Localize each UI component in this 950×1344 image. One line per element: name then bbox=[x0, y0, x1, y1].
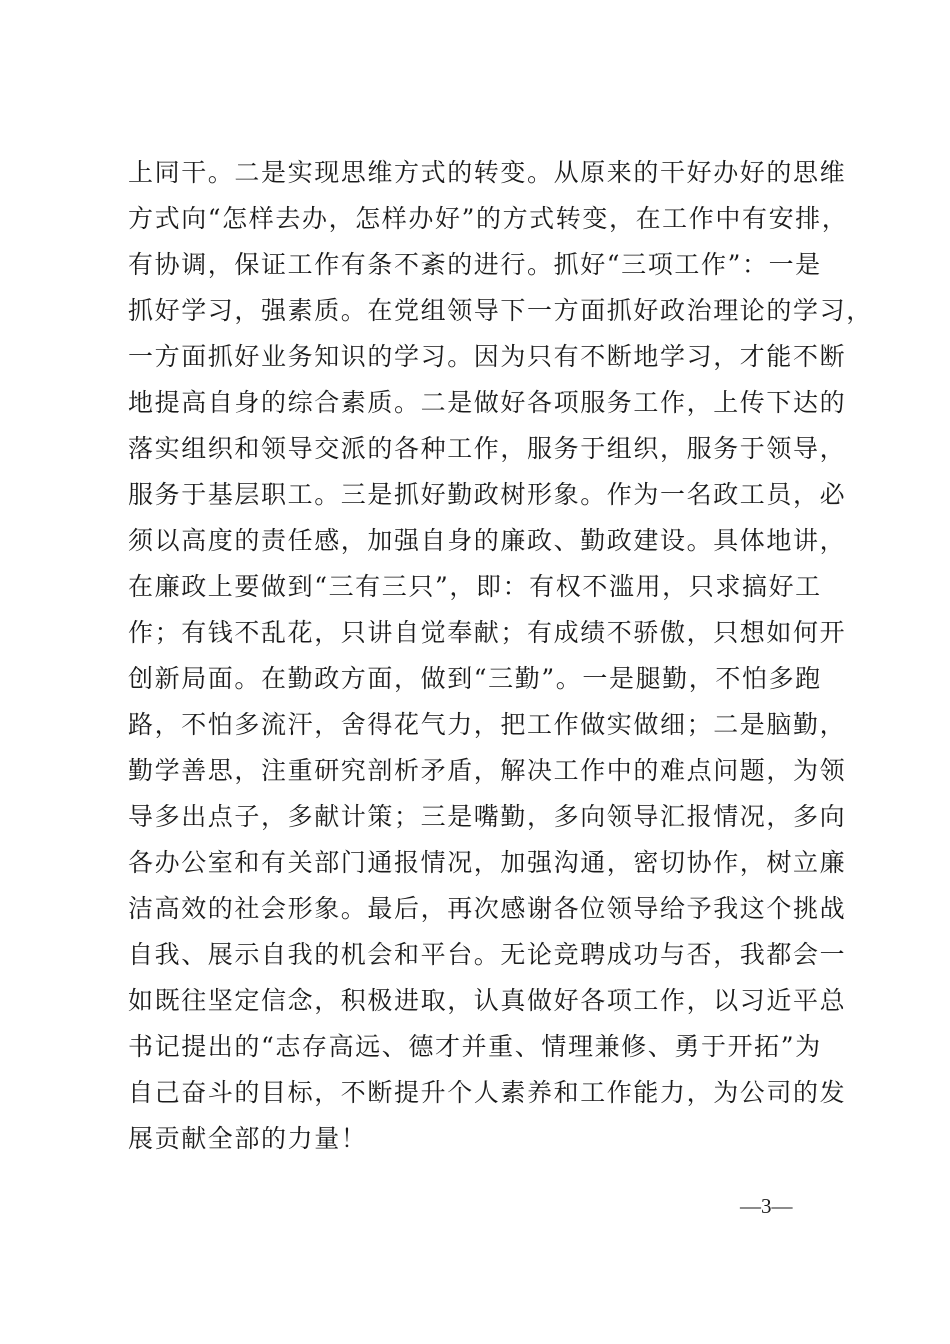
text-line-19: 如既往坚定信念，积极进取，认真做好各项工作，以习近平总 bbox=[128, 986, 847, 1015]
text-line-14: 勤学善思，注重研究剖析矛盾，解决工作中的难点问题，为领 bbox=[128, 756, 847, 785]
text-line-17: 洁高效的社会形象。最后，再次感谢各位领导给予我这个挑战 bbox=[128, 894, 847, 923]
text-line-13: 路，不怕多流汗，舍得花气力，把工作做实做细；二是脑勤， bbox=[128, 710, 847, 739]
text-line-15: 导多出点子，多献计策；三是嘴勤，多向领导汇报情况，多向 bbox=[128, 802, 847, 831]
text-line-20: 书记提出的“志存高远、德才并重、情理兼修、勇于开拓”为 bbox=[128, 1032, 822, 1061]
text-line-3: 有协调，保证工作有条不紊的进行。抓好“三项工作”：一是 bbox=[128, 250, 822, 279]
text-line-22: 展贡献全部的力量！ bbox=[128, 1124, 368, 1153]
text-line-6: 地提高自身的综合素质。二是做好各项服务工作，上传下达的 bbox=[128, 388, 847, 417]
text-line-2: 方式向“怎样去办，怎样办好”的方式转变，在工作中有安排， bbox=[128, 204, 849, 233]
text-line-10: 在廉政上要做到“三有三只”，即：有权不滥用，只求搞好工 bbox=[128, 572, 822, 601]
text-line-9: 须以高度的责任感，加强自身的廉政、勤政建设。具体地讲， bbox=[128, 526, 847, 555]
page-number: —3— bbox=[740, 1194, 793, 1218]
text-line-11: 作；有钱不乱花，只讲自觉奉献；有成绩不骄傲，只想如何开 bbox=[128, 618, 847, 647]
body-paragraph bbox=[128, 150, 873, 1162]
text-line-8: 服务于基层职工。三是抓好勤政树形象。作为一名政工员，必 bbox=[128, 480, 847, 509]
text-line-7: 落实组织和领导交派的各种工作，服务于组织，服务于领导， bbox=[128, 434, 847, 463]
text-line-18: 自我、展示自我的机会和平台。无论竞聘成功与否，我都会一 bbox=[128, 940, 847, 969]
text-line-4: 抓好学习，强素质。在党组领导下一方面抓好政治理论的学习， bbox=[128, 296, 873, 325]
text-line-21: 自己奋斗的目标，不断提升个人素养和工作能力，为公司的发 bbox=[128, 1078, 847, 1107]
text-line-1: 上同干。二是实现思维方式的转变。从原来的干好办好的思维 bbox=[128, 158, 847, 187]
text-line-16: 各办公室和有关部门通报情况，加强沟通，密切协作，树立廉 bbox=[128, 848, 847, 877]
text-line-5: 一方面抓好业务知识的学习。因为只有不断地学习，才能不断 bbox=[128, 342, 847, 371]
text-line-12: 创新局面。在勤政方面，做到“三勤”。一是腿勤，不怕多跑 bbox=[128, 664, 822, 693]
